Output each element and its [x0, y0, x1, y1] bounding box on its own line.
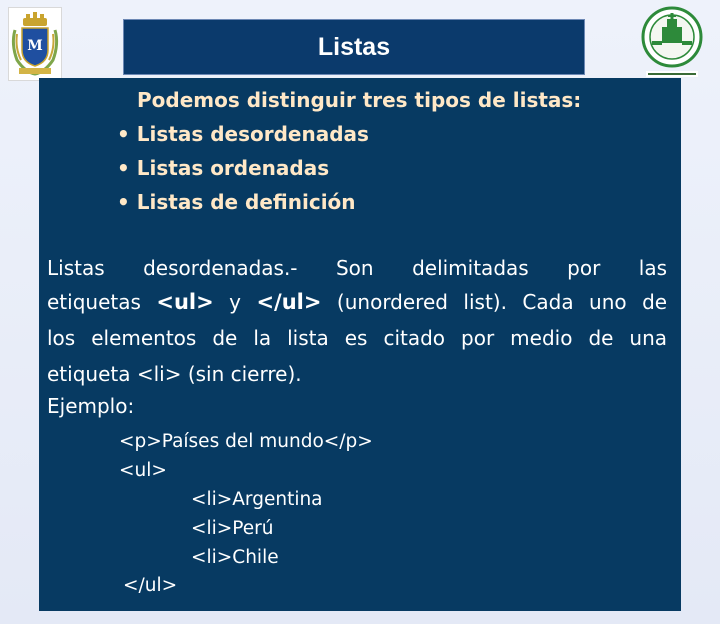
- list-type-label: Listas ordenadas: [136, 156, 330, 180]
- list-type-item: [117, 156, 329, 180]
- code-line-li: <li>Argentina: [191, 489, 323, 510]
- code-line-ul-close: </ul>: [123, 575, 178, 596]
- svg-text:M: M: [27, 38, 43, 54]
- paragraph-line-1: Listas desordenadas.- Son delimitadas por las: [47, 256, 668, 280]
- bullet: •: [117, 156, 130, 180]
- paragraph-line-2: etiquetas <ul> y </ul> (unordered list). Cada uno de: [47, 290, 668, 314]
- school-crest-logo: [8, 7, 62, 81]
- list-type-item: [117, 190, 356, 214]
- code-line-li: <li>Perú: [191, 518, 274, 539]
- paragraph-line-3: los elementos de la lista es citado por medio de una: [47, 326, 668, 350]
- paragraph-line-4: etiqueta <li> (sin cierre).: [47, 362, 302, 386]
- list-type-item: [117, 122, 369, 146]
- code-line-ul-open: <ul>: [119, 460, 167, 481]
- code-line-p: <p>Países del mundo</p>: [119, 431, 373, 452]
- list-type-label: Listas de definición: [136, 190, 356, 214]
- ul-open-tag: <ul>: [156, 290, 214, 314]
- ul-close-tag: </ul>: [256, 290, 322, 314]
- slide-title: Listas: [317, 33, 391, 61]
- title-bar: [123, 19, 585, 75]
- archdiocese-seal-logo: [640, 5, 704, 79]
- content-panel: [39, 78, 681, 611]
- code-line-li: <li>Chile: [191, 547, 279, 568]
- intro-heading: Podemos distinguir tres tipos de listas:: [137, 88, 582, 112]
- list-type-label: Listas desordenadas: [136, 122, 369, 146]
- example-label: Ejemplo:: [47, 394, 135, 418]
- bullet: •: [117, 122, 130, 146]
- bullet: •: [117, 190, 130, 214]
